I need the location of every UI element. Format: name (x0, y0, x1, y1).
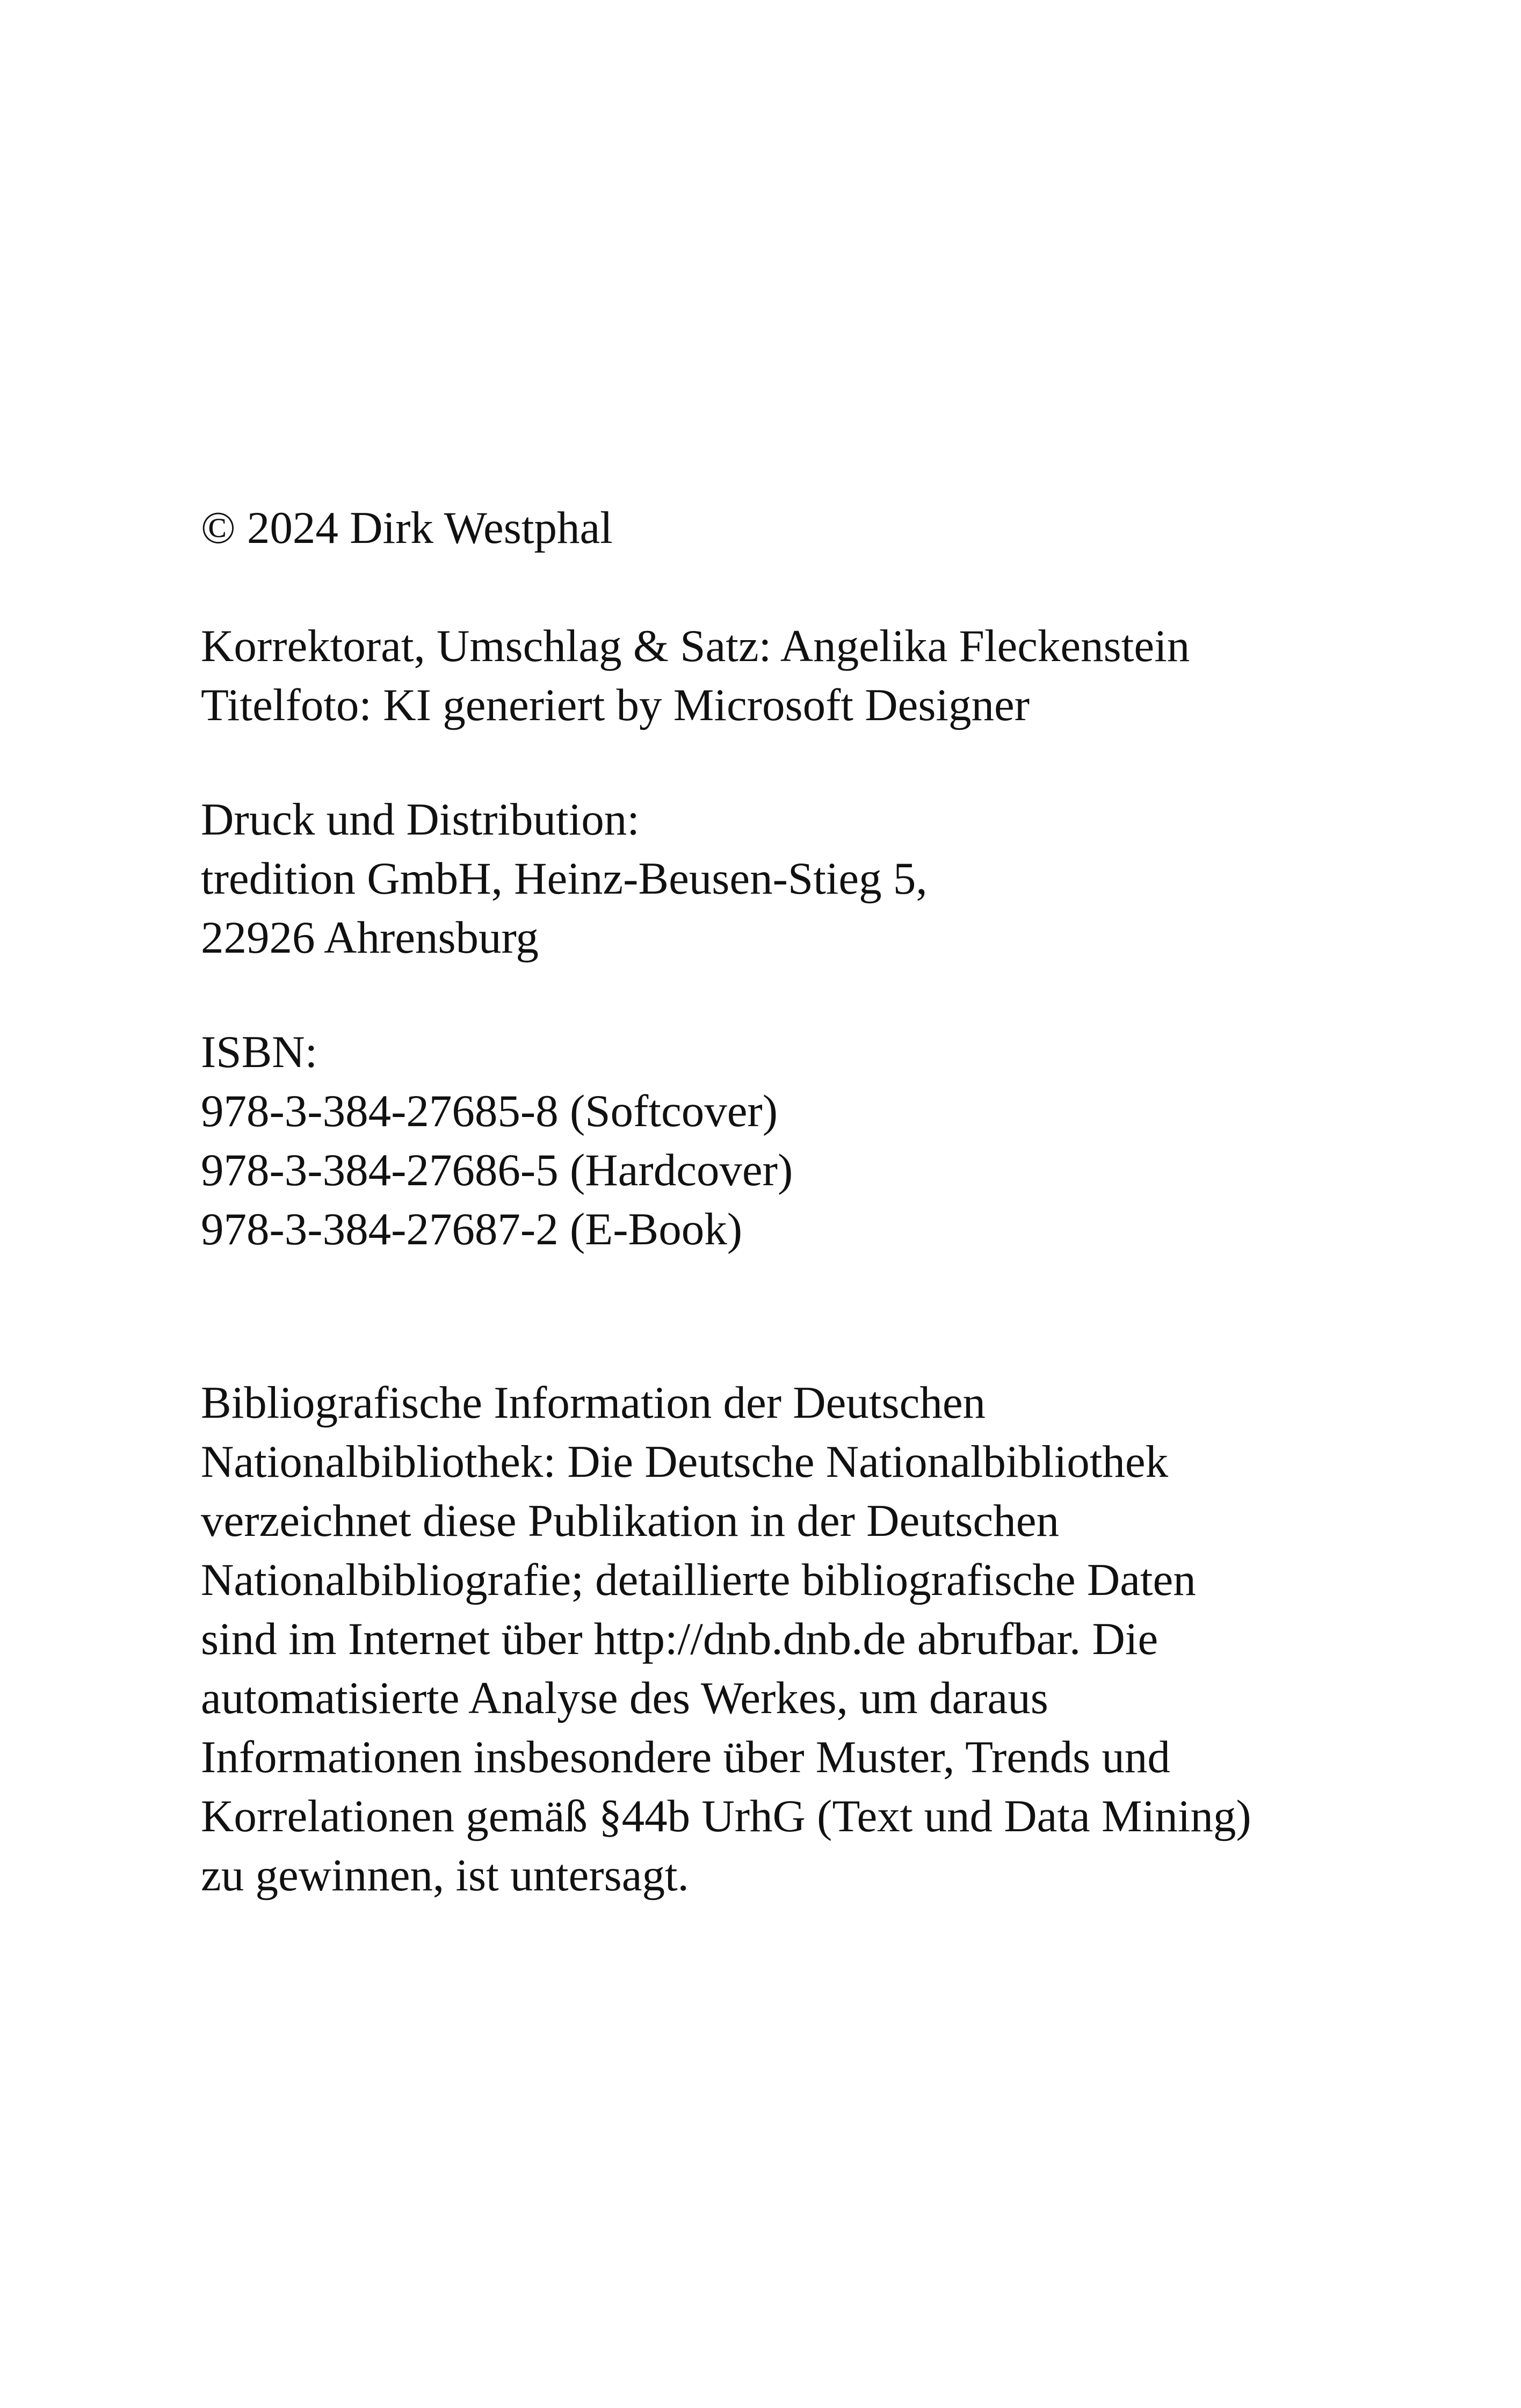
credits-line: Titelfoto: KI generiert by Microsoft Designer (201, 680, 1030, 730)
bibliographic-line: zu gewinnen, ist untersagt. (201, 1850, 689, 1901)
isbn-hardcover: 978-3-384-27686-5 (Hardcover) (201, 1145, 793, 1195)
isbn-ebook: 978-3-384-27687-2 (E-Book) (201, 1204, 743, 1254)
bibliographic-line: automatisierte Analyse des Werkes, um daraus (201, 1673, 1048, 1723)
bibliographic-line: sind im Internet über http://dnb.dnb.de abrufbar. Die (201, 1614, 1158, 1664)
bibliographic-line: Nationalbibliothek: Die Deutsche Nationalbibliothek (201, 1437, 1169, 1487)
spacer (201, 735, 1382, 790)
bibliographic-line: Korrelationen gemäß §44b UrhG (Text und Data Mining) (201, 1791, 1251, 1841)
imprint-text (201, 498, 1382, 1905)
bibliographic-line: Informationen insbesondere über Muster, Trends und (201, 1732, 1170, 1782)
bibliographic-line: Nationalbibliografie; detaillierte bibliografische Daten (201, 1555, 1196, 1605)
credits-block (201, 616, 1382, 735)
bibliographic-information (201, 1373, 1382, 1905)
printing-line: 22926 Ahrensburg (201, 912, 539, 963)
isbn-block (201, 1022, 1382, 1259)
printing-line: tredition GmbH, Heinz-Beusen-Stieg 5, (201, 853, 928, 904)
credits-line: Korrektorat, Umschlag & Satz: Angelika Fleckenstein (201, 621, 1190, 671)
bibliographic-line: Bibliografische Information der Deutschen (201, 1377, 986, 1428)
bibliographic-line: verzeichnet diese Publikation in der Deutschen (201, 1496, 1059, 1546)
printing-line: Druck und Distribution: (201, 794, 640, 845)
isbn-softcover: 978-3-384-27685-8 (Softcover) (201, 1086, 778, 1136)
copyright-notice (201, 498, 1382, 557)
spacer (201, 1259, 1382, 1373)
isbn-heading: ISBN: (201, 1027, 318, 1077)
printing-block (201, 790, 1382, 967)
spacer (201, 967, 1382, 1022)
copyright-line: © 2024 Dirk Westphal (201, 503, 613, 553)
spacer (201, 557, 1382, 616)
